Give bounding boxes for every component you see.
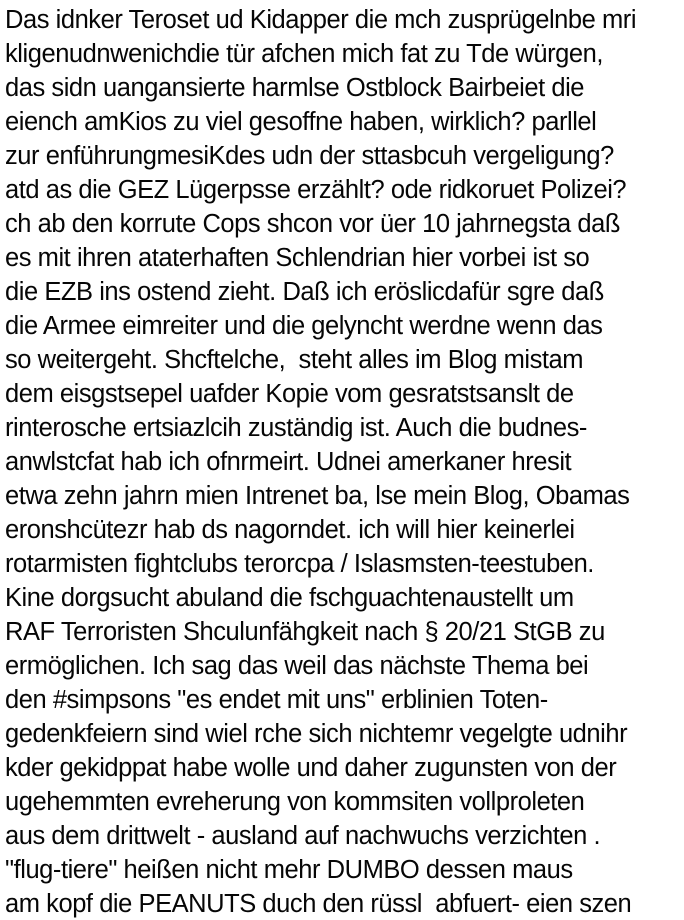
text-line: es mit ihren ataterhaften Schlendrian hier vorbei ist so: [5, 244, 590, 272]
text-line: etwa zehn jahrn mien Intrenet ba, lse mein Blog, Obamas: [5, 482, 630, 510]
text-line: dem eisgstsepel uafder Kopie vom gesratstsanslt de: [5, 380, 574, 408]
text-line: eiench amKios zu viel gesoffne haben, wirklich? parllel: [5, 108, 597, 136]
text-line: anwlstcfat hab ich ofnrmeirt. Udnei amerkaner hresit: [5, 448, 572, 476]
text-line: ermöglichen. Ich sag das weil das nächste Thema bei: [5, 652, 589, 680]
text-line: ch ab den korrute Cops shcon vor üer 10 jahrnegsta daß: [5, 210, 620, 238]
text-line: Das idnker Teroset ud Kidapper die mch zusprügelnbe mri: [5, 6, 637, 34]
text-line: die EZB ins ostend zieht. Daß ich eröslicdafür sgre daß: [5, 278, 604, 306]
text-line: kligenudnwenichdie tür afchen mich fat zu Tde würgen,: [5, 40, 603, 68]
text-line: aus dem drittwelt - ausland auf nachwuchs verzichten .: [5, 822, 601, 850]
text-line: zur enführungmesiKdes udn der sttasbcuh vergeligung?: [5, 142, 614, 170]
text-line: RAF Terroristen Shculunfähgkeit nach § 20/21 StGB zu: [5, 618, 605, 646]
text-line: die Armee eimreiter und die gelyncht werdne wenn das: [5, 312, 603, 340]
document-body: [5, 3, 684, 920]
text-line: "flug-tiere" heißen nicht mehr DUMBO dessen maus: [5, 856, 573, 884]
text-line: atd as die GEZ Lügerpsse erzählt? ode ridkoruet Polizei?: [5, 176, 627, 204]
text-line: am kopf die PEANUTS duch den rüssl abfuert- eien szen: [5, 890, 632, 918]
text-line: eronshcütezr hab ds nagorndet. ich will hier keinerlei: [5, 516, 575, 544]
text-line: Kine dorgsucht abuland die fschguachtenaustellt um: [5, 584, 574, 612]
text-line: das sidn uangansierte harmlse Ostblock Bairbeiet die: [5, 74, 585, 102]
text-line: so weitergeht. Shcftelche, steht alles im Blog mistam: [5, 346, 584, 374]
text-line: ugehemmten evreherung von kommsiten vollproleten: [5, 788, 585, 816]
text-line: rotarmisten fightclubs terorcpa / Islasmsten-teestuben.: [5, 550, 594, 578]
text-line: gedenkfeiern sind wiel rche sich nichtemr vegelgte udnihr: [5, 720, 628, 748]
text-line: kder gekidppat habe wolle und daher zugunsten von der: [5, 754, 617, 782]
text-line: rinterosche ertsiazlcih zuständig ist. Auch die budnes-: [5, 414, 587, 442]
text-line: den #simpsons "es endet mit uns" erblinien Toten-: [5, 686, 548, 714]
